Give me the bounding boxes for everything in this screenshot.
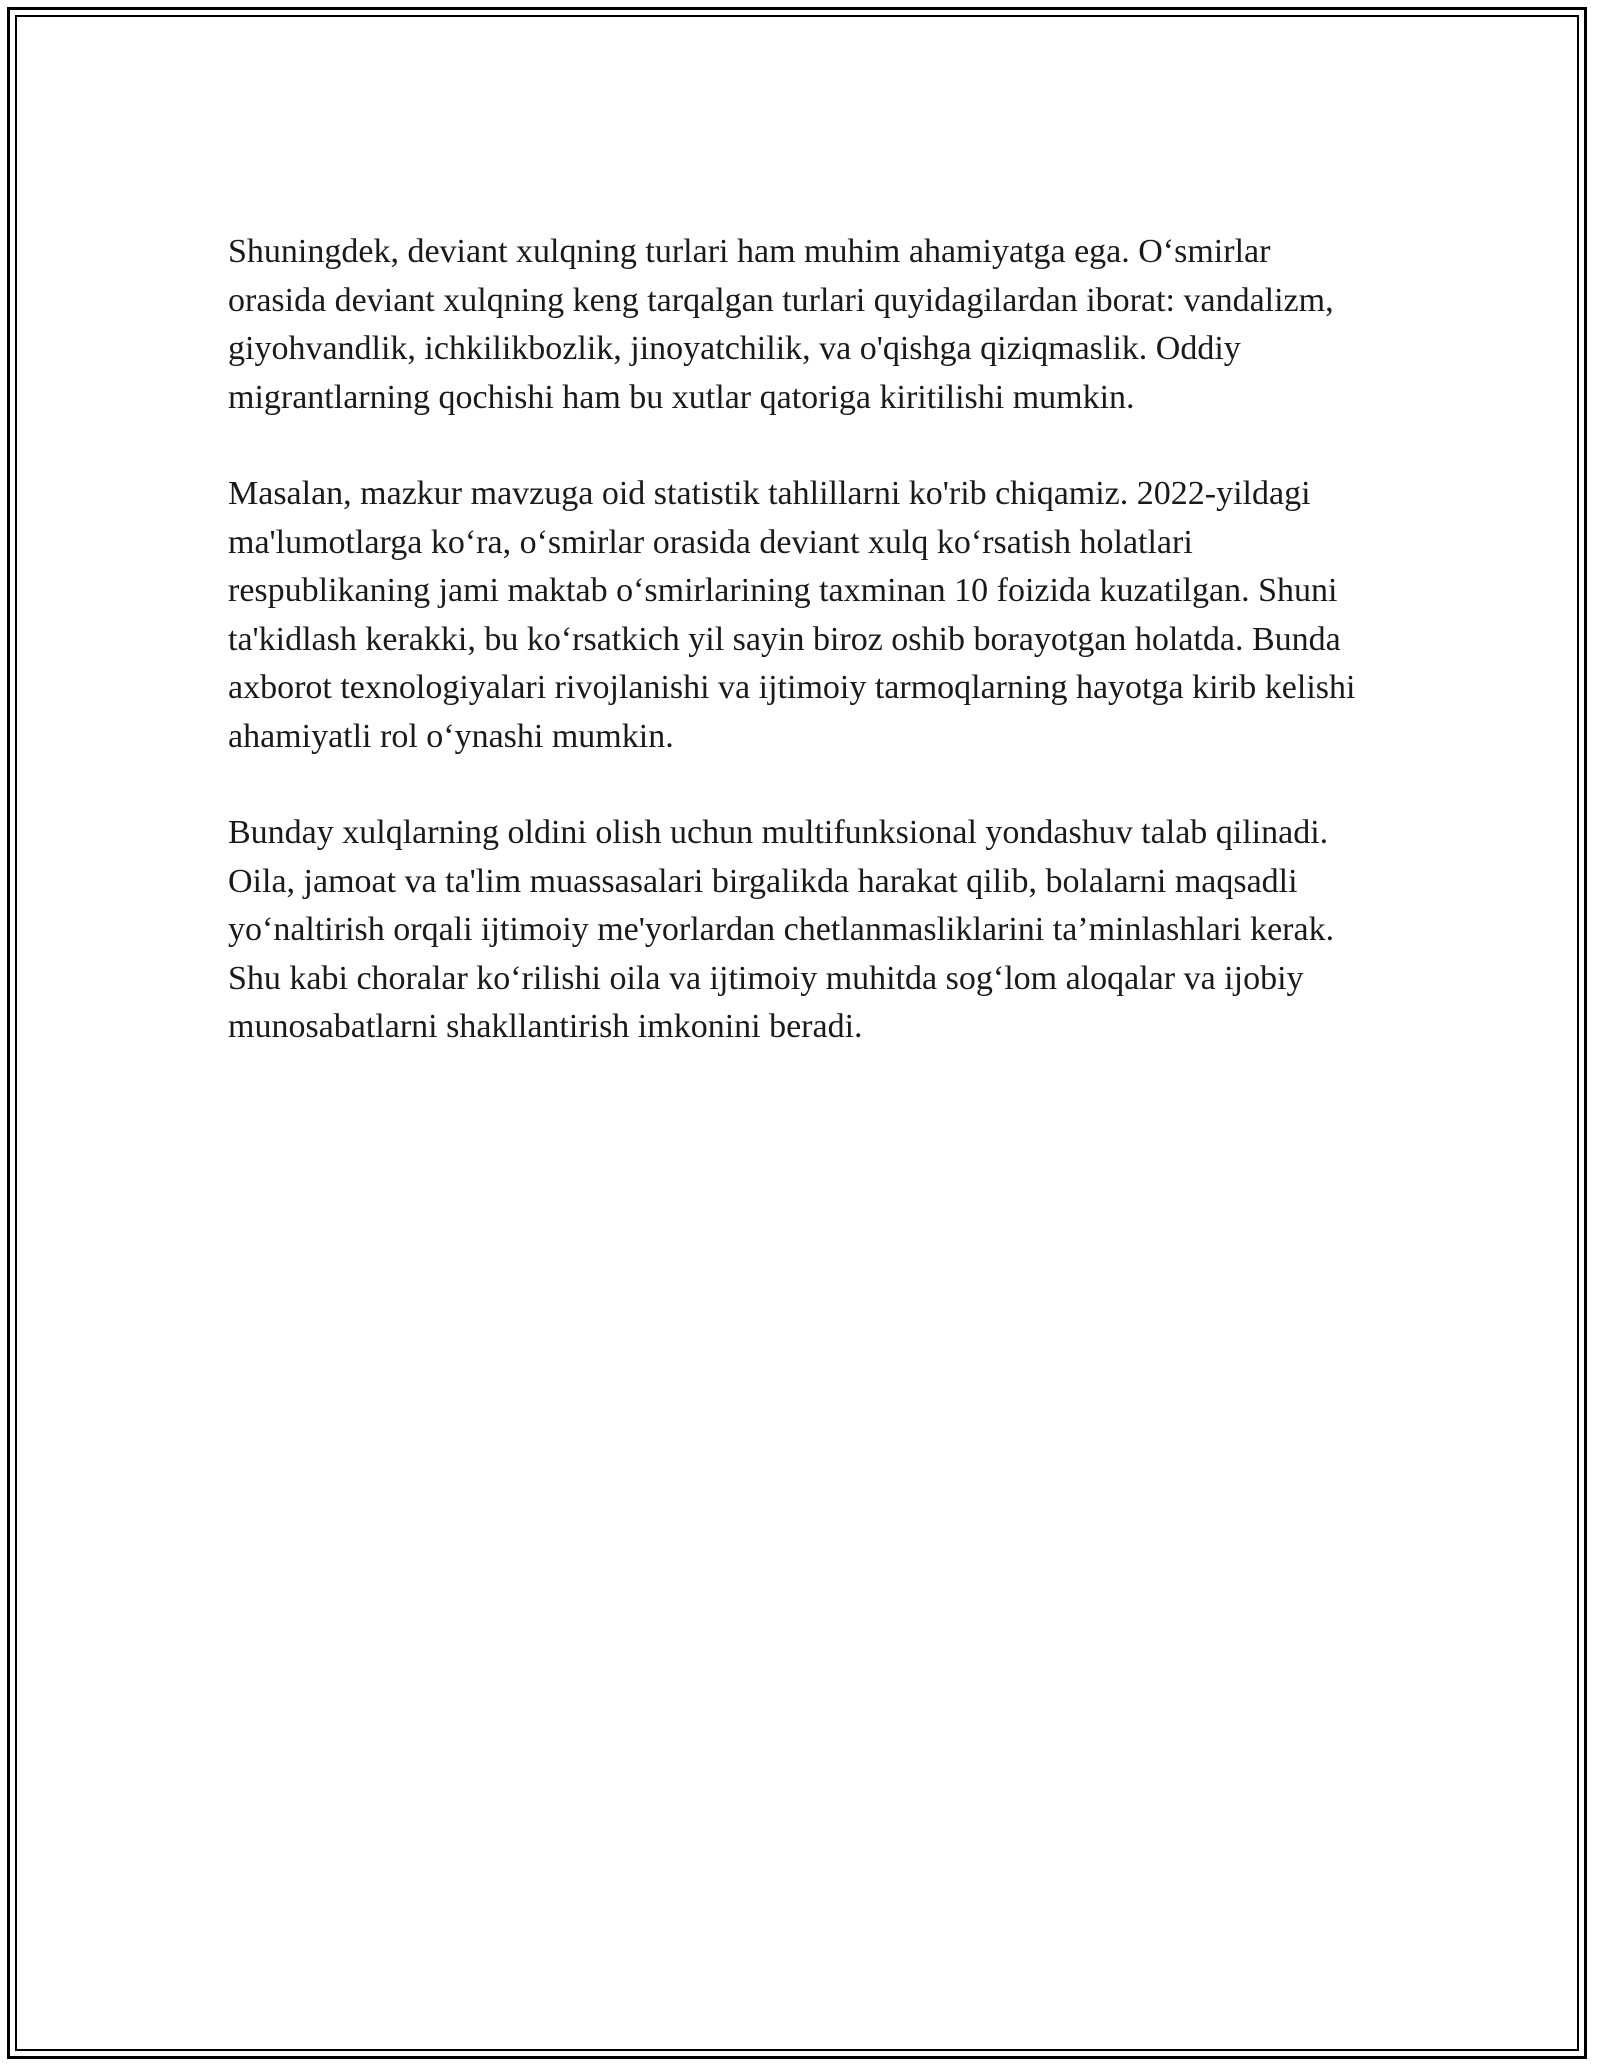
paragraph-deviant-behavior-types: Shuningdek, deviant xulqning turlari ham muhim ahamiyatga ega. O‘smirlar orasida deviant xulqning keng tarqalgan turlari quyidagilardan iborat: vandalizm, giyohvandlik, ichkilikbozlik, jinoyatchilik, va o'qishga qiziqmaslik. Oddiy migrantlarning qochishi ham bu xutlar qatoriga kiritilishi mumkin. <box>228 233 1334 416</box>
paragraph-prevention: Bunday xulqlarning oldini olish uchun multifunksional yondashuv talab qilinadi. Oila, jamoat va ta'lim muassasalari birgalikda harakat qilib, bolalarni maqsadli yo‘naltirish orqali ijtimoiy me'yorlardan chetlanmasliklarini ta’minlashlari kerak. Shu kabi choralar ko‘rilishi oila va ijtimoiy muhitda sog‘lom aloqalar va ijobiy munosabatlarni shakllantirish imkonini beradi. <box>228 814 1335 1045</box>
document-body <box>228 228 1368 1100</box>
paragraph-statistics: Masalan, mazkur mavzuga oid statistik tahlillarni ko'rib chiqamiz. 2022-yildagi ma'lumotlarga ko‘ra, o‘smirlar orasida deviant xulq ko‘rsatish holatlari respublikaning jami maktab o‘smirlarining taxminan 10 foizida kuzatilgan. Shuni ta'kidlash kerakki, bu ko‘rsatkich yil sayin biroz oshib borayotgan holatda. Bunda axborot texnologiyalari rivojlanishi va ijtimoiy tarmoqlarning hayotga kirib kelishi ahamiyatli rol o‘ynashi mumkin. <box>228 475 1356 755</box>
